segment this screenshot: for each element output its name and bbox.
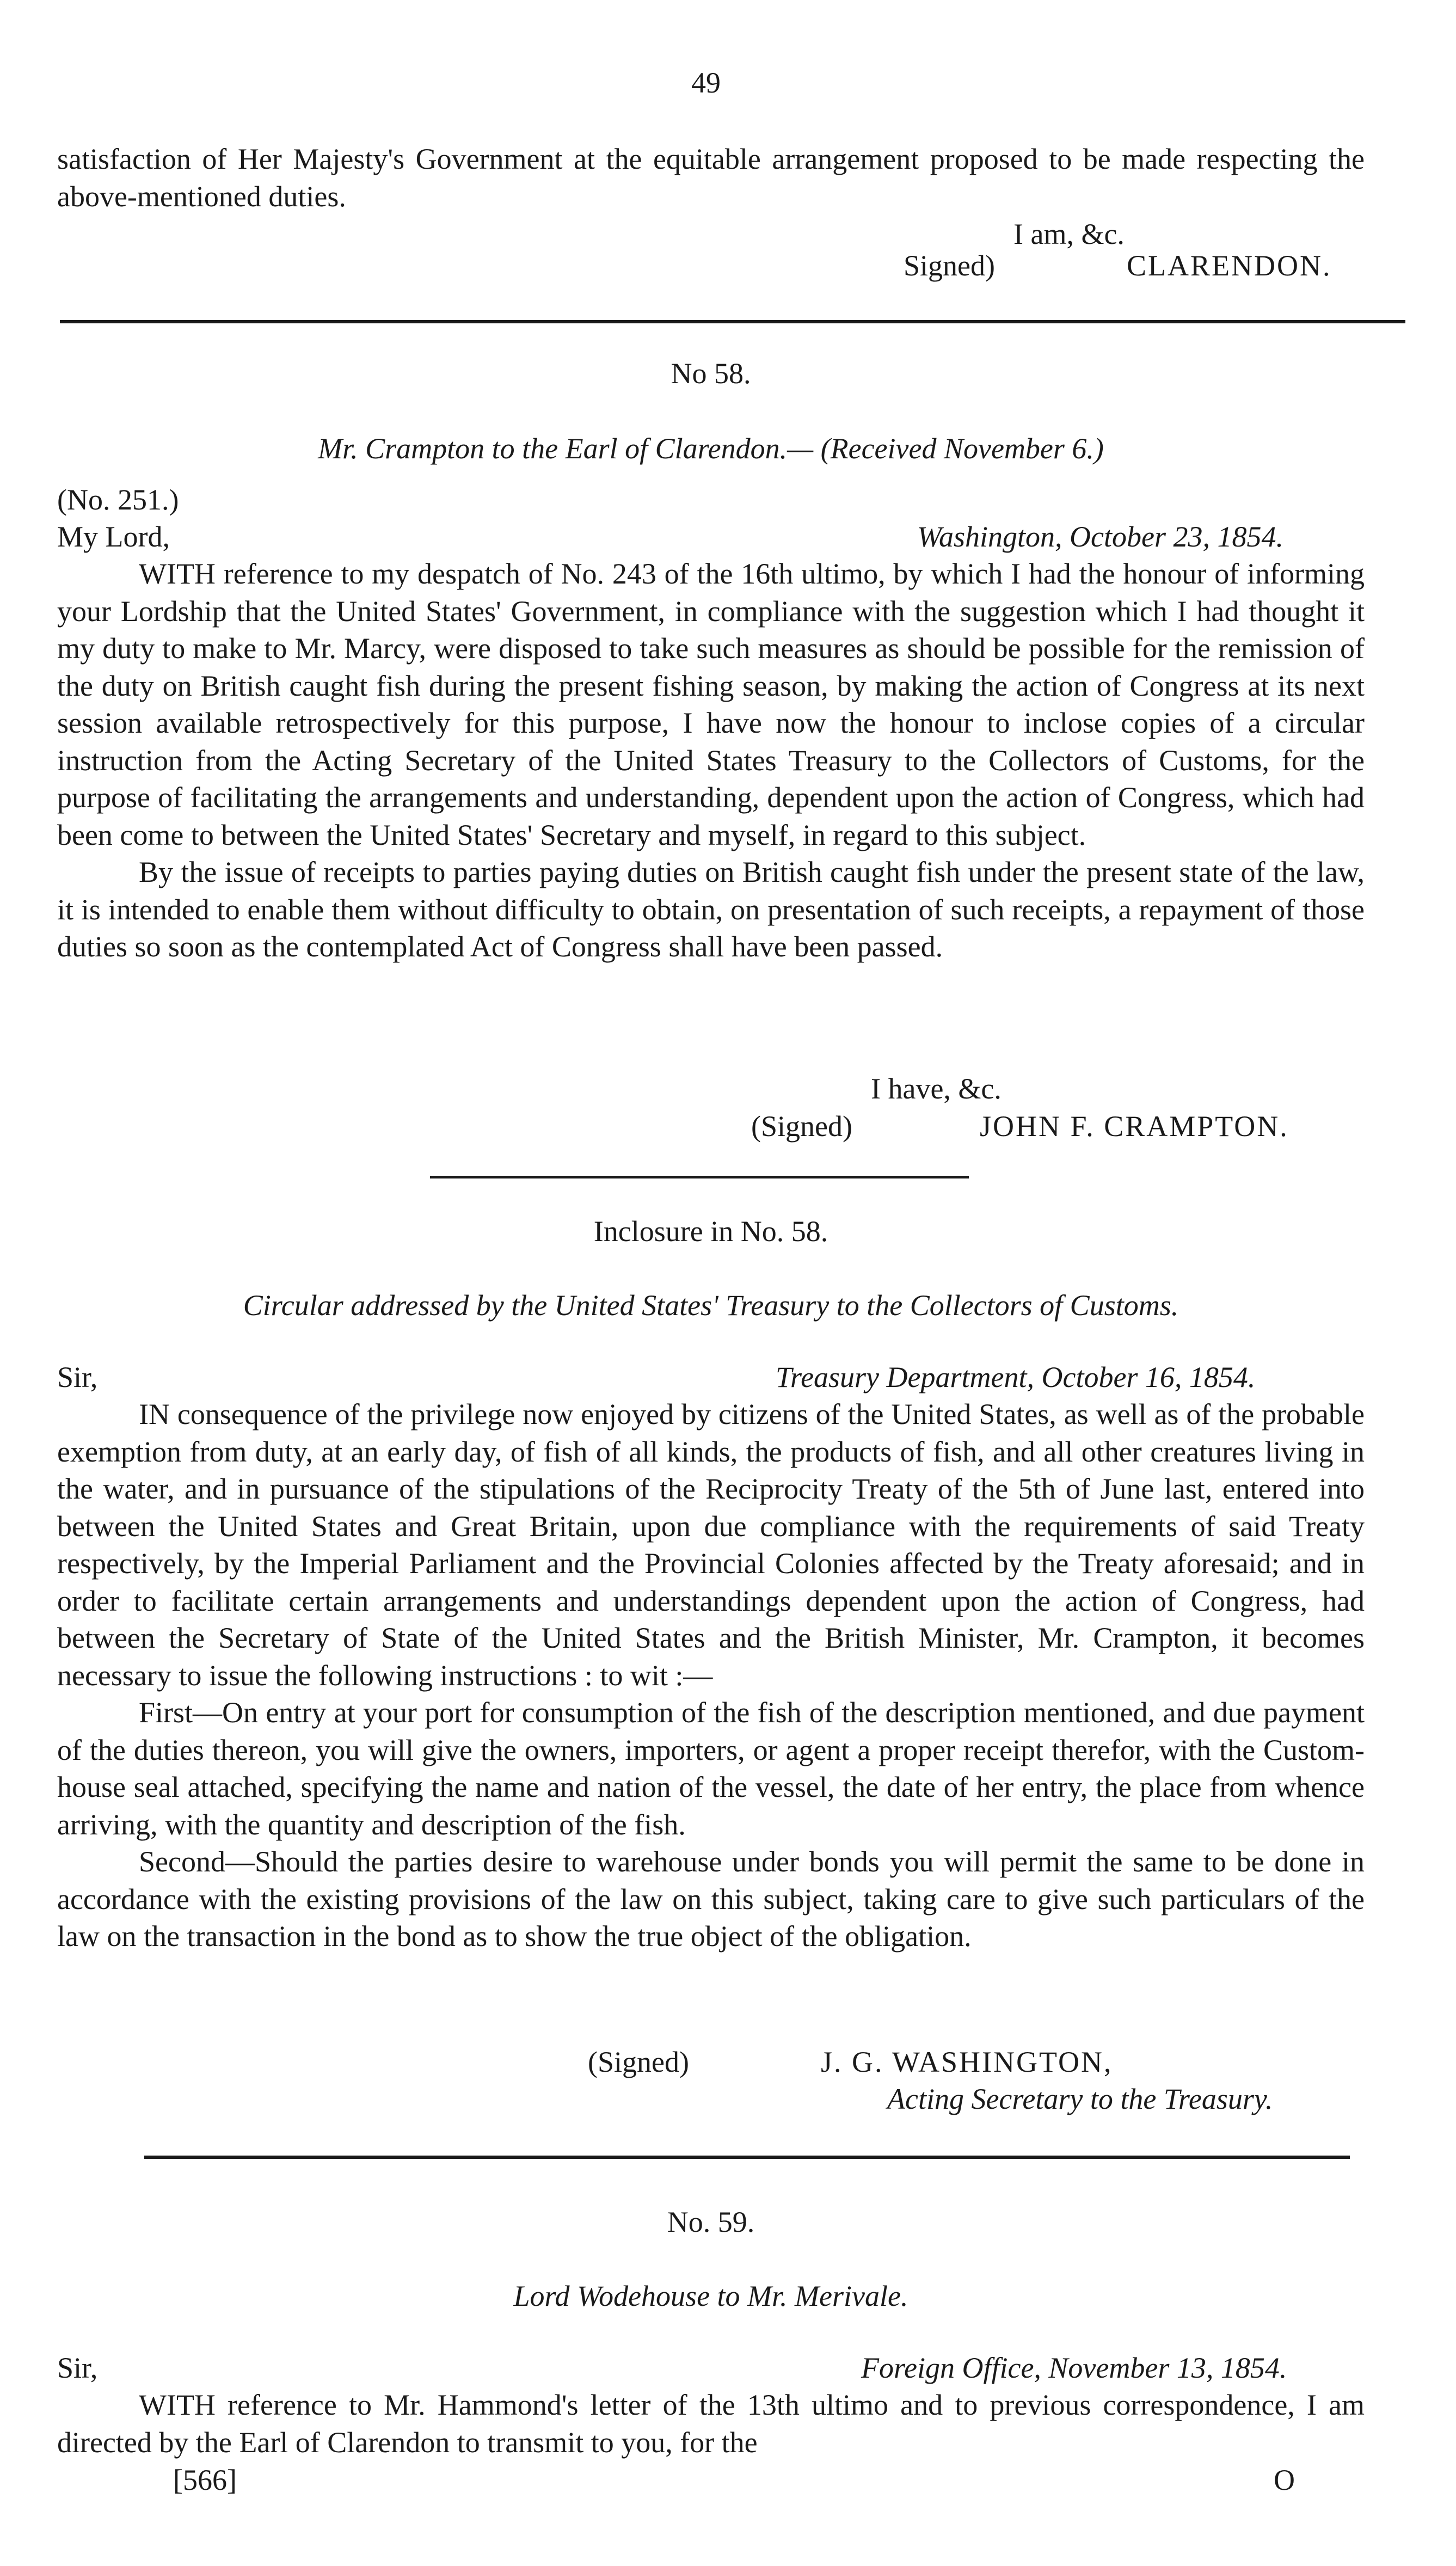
signatory-name: CLARENDON. — [1127, 249, 1332, 282]
signatory-title: Acting Secretary to the Treasury. — [887, 2083, 1273, 2115]
section-divider — [60, 320, 1405, 323]
salutation: Sir, — [57, 1361, 98, 1394]
document-heading: Lord Wodehouse to Mr. Merivale. — [513, 2280, 908, 2312]
letter-body — [57, 2386, 1365, 2461]
signed-label: (Signed) — [751, 1110, 852, 1143]
paragraph-1: WITH reference to my despatch of No. 243 of the 16th ultimo, by which I had the honour of informing your Lordship that the United States' Government, in compliance with the suggestion which I had thought it my duty to make to Mr. Marcy, were disposed to take such measures as should be possible for the remission of the duty on British caught fish during the present fishing season, by making the action of Congress at its next session available retrospectively for this purpose, I have now the honour to inclose copies of a circular instruction from the Acting Secretary of the United States Treasury to the Collectors of Customs, for the purpose of facilitating the arrangements and understanding, dependent upon the action of Congress, which had been come to between the United States' Secretary and myself, in regard to this subject. — [57, 557, 1365, 851]
signatory-name: J. G. WASHINGTON, — [821, 2046, 1113, 2078]
closing-line: I am, &c. — [1013, 218, 1125, 250]
inclosure-heading: Circular addressed by the United States' Treasury to the Collectors of Customs. — [243, 1289, 1179, 1322]
place-date-text: Washington, October 23, 1854. — [917, 520, 1283, 553]
paragraph-1: IN consequence of the privilege now enjoyed by citizens of the United States, as well as of the probable exemption from duty, at an early day, of fish of all kinds, the products of fish, and all other creatures living in the water, and in pursuance of the stipulations of the Reciprocity Treaty of the 5th of June last, entered into between the United States and Great Britain, upon due compliance with the requirements of said Treaty respectively, by the Imperial Parliament and the Provincial Colonies affected by the Treaty aforesaid; and in order to facilitate certain arrangements and understandings dependent upon the action of Congress, had between the Secretary of State of the United States and the British Minister, Mr. Crampton, it becomes necessary to issue the following instructions : to wit :— — [57, 1398, 1365, 1692]
closing-line: I have, &c. — [871, 1072, 1002, 1105]
paragraph-3: Second—Should the parties desire to warehouse under bonds you will permit the same to be done in accordance with the existing provisions of the law on this subject, taking care to give such particulars of the law on the transaction in the bond as to show the true object of the obligation. — [57, 1845, 1365, 1953]
signed-label: Signed) — [904, 249, 995, 282]
document-number: No 58. — [671, 357, 751, 390]
circular-body — [57, 1396, 1365, 1955]
salutation: My Lord, — [57, 520, 170, 553]
place-date — [917, 518, 1283, 556]
paragraph-2: First—On entry at your port for consumption of the fish of the description mentioned, and due payment of the duties thereon, you will give the owners, importers, or agent a proper receipt therefor, with the Custom-house seal attached, specifying the name and nation of the vessel, the date of her entry, the place from whence arriving, with the quantity and description of the fish. — [57, 1696, 1365, 1841]
inclosure-title: Inclosure in No. 58. — [593, 1215, 828, 1248]
paragraph-text: satisfaction of Her Majesty's Government at the equitable arrangement proposed to be made respecting the above-mentioned duties. — [57, 143, 1365, 213]
place-date — [776, 1359, 1255, 1396]
signature-mark: O — [1274, 2464, 1295, 2496]
paragraph-1: WITH reference to Mr. Hammond's letter of the 13th ultimo and to previous correspondence, I am directed by the Earl of Clarendon to transmit to you, for the — [57, 2389, 1365, 2459]
signatory-name: JOHN F. CRAMPTON. — [980, 1110, 1289, 1143]
paragraph-2: By the issue of receipts to parties paying duties on British caught fish under the present state of the law, it is intended to enable them without difficulty to obtain, on presentation of such receipts, a repayment of those duties so soon as the contemplated Act of Congress shall have been passed. — [57, 856, 1365, 963]
section-divider — [144, 2156, 1350, 2159]
place-date-text: Treasury Department, October 16, 1854. — [776, 1361, 1256, 1394]
page-number: 49 — [691, 66, 721, 99]
place-date-text: Foreign Office, November 13, 1854. — [861, 2352, 1287, 2384]
letter-body — [57, 555, 1365, 966]
despatch-reference: (No. 251.) — [57, 483, 179, 516]
place-date — [861, 2349, 1287, 2387]
signed-label: (Signed) — [588, 2046, 689, 2078]
document-heading: Mr. Crampton to the Earl of Clarendon.— (Received November 6.) — [318, 432, 1104, 465]
short-divider — [430, 1176, 969, 1178]
continuation-paragraph — [57, 140, 1365, 215]
document-number: No. 59. — [667, 2206, 755, 2238]
printer-code: [566] — [173, 2464, 237, 2496]
salutation: Sir, — [57, 2352, 98, 2384]
